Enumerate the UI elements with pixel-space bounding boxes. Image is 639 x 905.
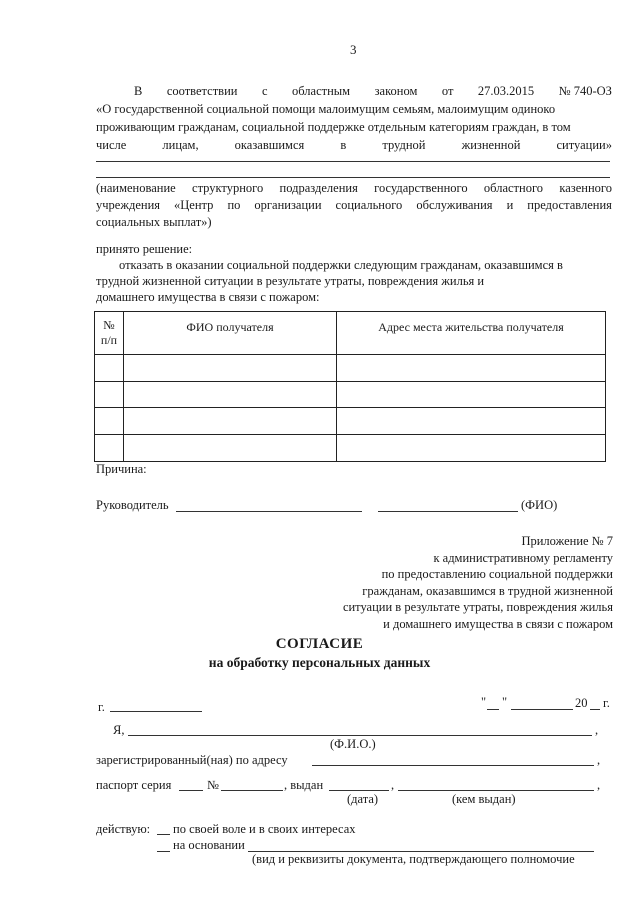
word: оказавшимся [234, 138, 305, 152]
word: учреждения [96, 198, 161, 212]
law-reference-line-2: «О государственной социальной помощи малоимущим семьям, малоимущим одиноко [96, 102, 556, 116]
name-comma: , [595, 723, 599, 737]
appendix-line: гражданам, оказавшимся в трудной жизненной [362, 583, 613, 598]
table-cell[interactable] [95, 408, 124, 435]
head-label: Руководитель [96, 498, 169, 512]
option-own-will-label: по своей воле и в своих интересах [173, 822, 356, 836]
table-cell[interactable] [95, 382, 124, 408]
word: числе [96, 138, 127, 152]
reason-label: Причина: [96, 462, 147, 476]
table-row [95, 382, 606, 408]
word: «Центр [174, 198, 214, 212]
department-fill-line-2 [96, 177, 610, 178]
law-number: № 740-ОЗ [558, 84, 612, 98]
issue-date-field[interactable] [329, 790, 389, 791]
law-reference-line-1 [134, 84, 612, 99]
word: от [441, 84, 454, 98]
table-header-row [95, 312, 606, 355]
passport-series-field[interactable] [179, 790, 203, 791]
department-caption-line-3: социальных выплат») [96, 215, 212, 229]
fio-caption: (Ф.И.О.) [330, 737, 376, 751]
date-quote-close: " [502, 695, 508, 709]
word: социального [335, 198, 403, 212]
word: обслуживания [416, 198, 493, 212]
table-cell[interactable] [337, 355, 606, 382]
word: законом [374, 84, 418, 98]
issued-comma: , [391, 778, 395, 792]
issuer-field[interactable] [398, 790, 594, 791]
consent-subtitle: на обработку персональных данных [208, 655, 431, 670]
table-cell[interactable] [124, 355, 337, 382]
word: структурного [192, 181, 264, 195]
table-cell[interactable] [337, 435, 606, 462]
table-cell[interactable] [124, 435, 337, 462]
head-fio-line[interactable] [378, 511, 518, 512]
word: подразделения [279, 181, 358, 195]
passport-number-label: № [207, 778, 219, 792]
address-comma: , [597, 753, 601, 767]
year-field[interactable] [590, 709, 600, 710]
option-basis-label: на основании [173, 838, 245, 852]
option-basis-checkbox[interactable] [157, 851, 170, 852]
refusal-line-2: трудной жизненной ситуации в результате утраты, повреждения жилья и [96, 274, 485, 288]
law-reference-line-4 [96, 138, 612, 153]
word: областным [292, 84, 351, 98]
issuer-caption: (кем выдан) [452, 792, 516, 806]
fio-label: (ФИО) [521, 498, 558, 512]
column-name-header: ФИО получателя [124, 312, 337, 355]
column-number-header-line-2: п/п [100, 333, 118, 347]
word: предоставления [527, 198, 612, 212]
appendix-line: к административному регламенту [433, 550, 613, 565]
full-name-field[interactable] [128, 735, 592, 736]
department-fill-line-1 [96, 161, 610, 162]
table-cell[interactable] [124, 408, 337, 435]
table-cell[interactable] [337, 408, 606, 435]
month-field[interactable] [511, 709, 573, 710]
year-prefix: 20 [575, 696, 588, 710]
law-reference-line-3: проживающим гражданам, социальной поддержке отдельным категориям граждан, в том [96, 120, 571, 134]
decision-label: принято решение: [96, 242, 193, 256]
table-row [95, 355, 606, 382]
refusal-line-3: домашнего имущества в связи с пожаром: [96, 290, 320, 304]
registered-label: зарегистрированный(ная) по адресу [96, 753, 288, 767]
word: по [227, 198, 241, 212]
address-field[interactable] [312, 765, 594, 766]
date-caption: (дата) [347, 792, 379, 806]
word: казенного [559, 181, 612, 195]
word: областного [483, 181, 544, 195]
table-cell[interactable] [337, 382, 606, 408]
city-field[interactable] [110, 711, 202, 712]
word: лицам, [162, 138, 199, 152]
issuer-comma: , [597, 778, 601, 792]
table-row [95, 408, 606, 435]
department-caption-line-1 [96, 181, 612, 196]
date-quote-open: " [481, 695, 487, 709]
word: жизненной [461, 138, 521, 152]
consent-title: СОГЛАСИЕ [275, 636, 364, 652]
year-suffix: г. [603, 696, 610, 710]
appendix-line: и домашнего имущества в связи с пожаром [383, 616, 613, 631]
word: организации [254, 198, 322, 212]
day-field[interactable] [487, 709, 499, 710]
page-number: 3 [350, 42, 357, 57]
word: с [261, 84, 268, 98]
refusal-line-1: отказать в оказании социальной поддержки следующим гражданам, оказавшимся в [119, 258, 563, 272]
table-row [95, 435, 606, 462]
head-signature-line[interactable] [176, 511, 362, 512]
i-label: Я, [113, 723, 125, 737]
option-own-will-checkbox[interactable] [157, 834, 170, 835]
appendix-title: Приложение № 7 [521, 534, 613, 548]
word: в [340, 138, 347, 152]
appendix-block [343, 533, 613, 632]
passport-number-field[interactable] [221, 790, 283, 791]
word: соответствии [166, 84, 238, 98]
issued-label: , выдан [284, 778, 324, 792]
column-address-header: Адрес места жительства получателя [337, 312, 606, 355]
table-cell[interactable] [95, 435, 124, 462]
word: государственного [374, 181, 468, 195]
recipients-table [94, 311, 606, 462]
word: ситуации» [556, 138, 612, 152]
passport-label: паспорт серия [96, 778, 172, 792]
table-cell[interactable] [124, 382, 337, 408]
appendix-line: ситуации в результате утраты, повреждения жилья [342, 600, 613, 614]
column-number-header [95, 312, 124, 355]
word: и [506, 198, 514, 212]
column-number-header-line-1: № [103, 318, 115, 332]
word: трудной [382, 138, 426, 152]
appendix-line: по предоставлению социальной поддержки [381, 567, 613, 581]
law-date: 27.03.2015 [477, 84, 535, 98]
basis-caption: (вид и реквизиты документа, подтверждающего полномочие [252, 852, 575, 866]
city-prefix: г. [98, 700, 105, 714]
table-cell[interactable] [95, 355, 124, 382]
acting-label: действую: [96, 822, 151, 836]
word: (наименование [96, 181, 176, 195]
department-caption-line-2 [96, 198, 612, 213]
word: В [134, 84, 143, 98]
